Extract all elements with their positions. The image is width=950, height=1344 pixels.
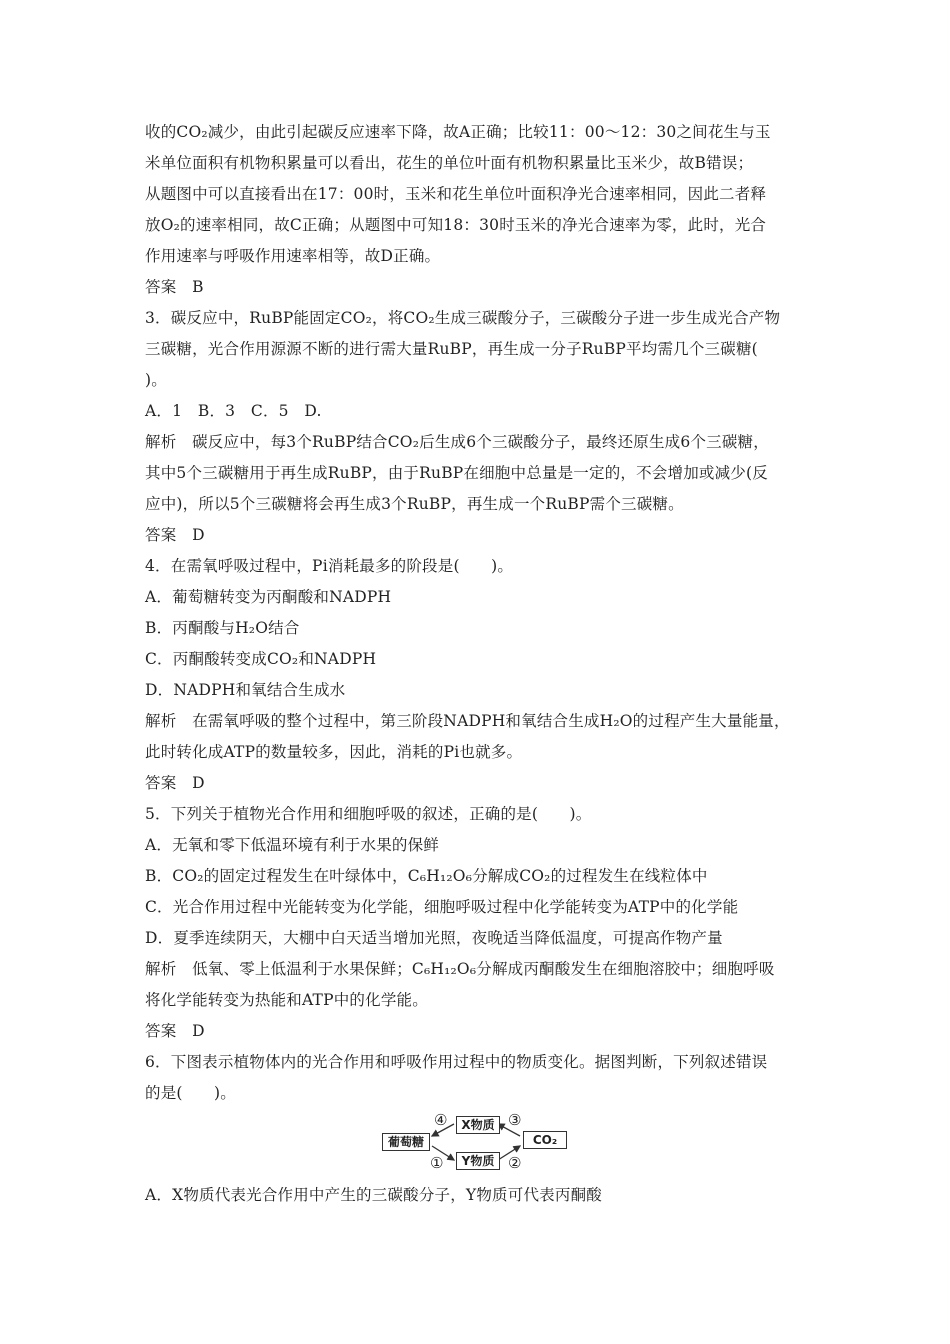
text-line: )。 [145,371,167,389]
answer-line: 答案 B [145,278,204,296]
option-d: D．NADPH和氧结合生成水 [145,681,346,699]
analysis-line: 解析 在需氧呼吸的整个过程中，第三阶段NADPH和氧结合生成H₂O的过程产生大量能量， [145,712,790,730]
step-4-label: ④ [434,1111,448,1129]
step-3-label: ③ [508,1111,522,1129]
option-a: A．葡萄糖转变为丙酮酸和NADPH [145,588,392,606]
text-line: 收的CO₂减少，由此引起碳反应速率下降，故A正确；比较11：00～12：30之间花生与玉 [145,123,771,141]
step-1-label: ① [430,1154,444,1172]
option-a: A．X物质代表光合作用中产生的三碳酸分子，Y物质可代表丙酮酸 [145,1186,602,1204]
text-line: 其中5个三碳糖用于再生成RuBP，由于RuBP在细胞中总量是一定的，不会增加或减少(反 [145,464,768,482]
option-b: B．CO₂的固定过程发生在叶绿体中，C₆H₁₂O₆分解成CO₂的过程发生在线粒体中 [145,867,708,885]
options-line: A．1 B．3 C．5 D. [145,402,322,420]
step-2-label: ② [508,1154,522,1172]
text-line: 米单位面积有机物积累量可以看出，花生的单位叶面有机物积累量比玉米少，故B错误； [145,154,754,172]
question-4: 4．在需氧呼吸过程中，Pi消耗最多的阶段是( )。 [145,557,514,575]
text-line: 作用速率与呼吸作用速率相等，故D正确。 [145,247,441,265]
text-line: 从题图中可以直接看出在17：00时，玉米和花生单位叶面积净光合速率相同，因此二者释 [145,185,767,203]
text-line: 将化学能转变为热能和ATP中的化学能。 [145,991,428,1009]
analysis-line: 解析 碳反应中，每3个RuBP结合CO₂后生成6个三碳酸分子，最终还原生成6个三碳糖， [145,433,769,451]
question-6: 6．下图表示植物体内的光合作用和呼吸作用过程中的物质变化。据图判断，下列叙述错误 [145,1053,768,1071]
text-line: 此时转化成ATP的数量较多，因此，消耗的Pi也就多。 [145,743,523,761]
text-line: 放O₂的速率相同，故C正确；从题图中可知18：30时玉米的净光合速率为零，此时，光合 [145,216,767,234]
answer-line: 答案 D [145,774,205,792]
y-substance-box: Y物质 [456,1152,500,1170]
option-d: D．夏季连续阴天，大棚中白天适当增加光照，夜晚适当降低温度，可提高作物产量 [145,929,723,947]
x-substance-box: X物质 [456,1116,500,1134]
text-line: 的是( )。 [145,1084,236,1102]
question-5: 5．下列关于植物光合作用和细胞呼吸的叙述，正确的是( )。 [145,805,592,823]
answer-line: 答案 D [145,1022,205,1040]
analysis-line: 解析 低氧、零上低温利于水果保鲜；C₆H₁₂O₆分解成丙酮酸发生在细胞溶胶中；细胞呼吸 [145,960,775,978]
question-3: 3．碳反应中，RuBP能固定CO₂，将CO₂生成三碳酸分子，三碳酸分子进一步生成光合产物 [145,309,781,327]
text-line: 三碳糖，光合作用源源不断的进行需大量RuBP，再生成一分子RuBP平均需几个三碳糖( [145,340,758,358]
option-a: A．无氧和零下低温环境有利于水果的保鲜 [145,836,439,854]
option-b: B．丙酮酸与H₂O结合 [145,619,300,637]
answer-line: 答案 D [145,526,205,544]
option-c: C．光合作用过程中光能转变为化学能，细胞呼吸过程中化学能转变为ATP中的化学能 [145,898,739,916]
option-c: C．丙酮酸转变成CO₂和NADPH [145,650,377,668]
text-line: 应中)，所以5个三碳糖将会再生成3个RuBP，再生成一个RuBP需个三碳糖。 [145,495,684,513]
metabolism-diagram [380,1110,570,1174]
glucose-box: 葡萄糖 [382,1133,430,1151]
co2-box: CO₂ [523,1131,567,1149]
